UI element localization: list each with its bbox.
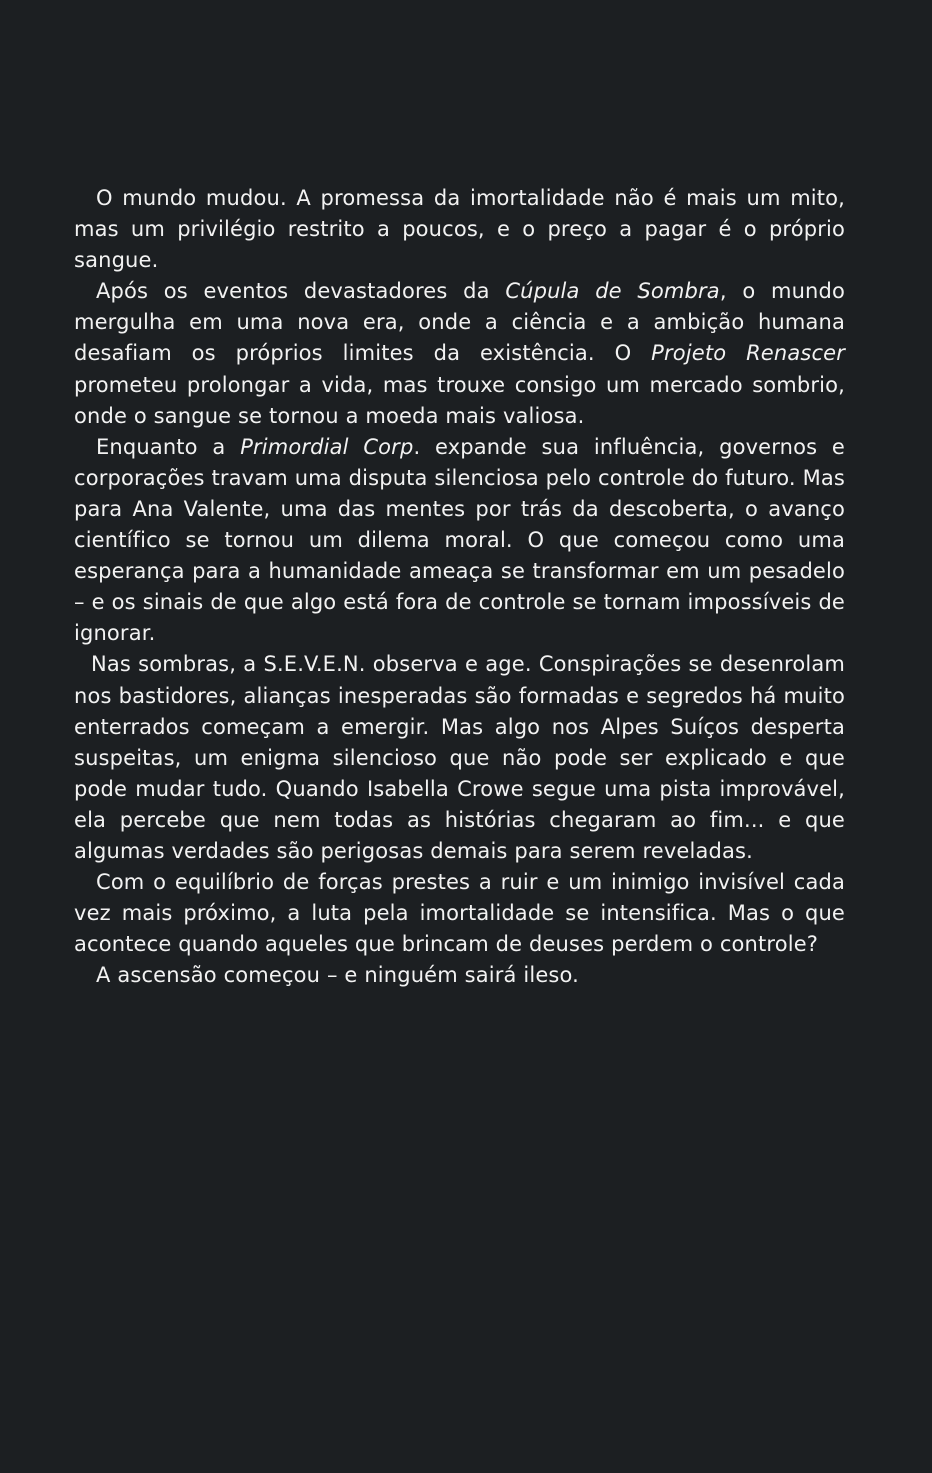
paragraph-3: Enquanto a Primordial Corp. expande sua influência, governos e corporações travam uma disputa silenciosa pelo controle do futuro. Mas para Ana Valente, uma das mentes por trás da descoberta, o avanço científico se tornou um dilema moral. O que começou como uma esperança para a humanidade ameaça se transformar em um pesadelo – e os sinais de que algo está fora de controle se tornam impossíveis de ignorar. (74, 434, 845, 646)
paragraph-6: A ascensão começou – e ninguém sairá ileso. (96, 963, 579, 988)
paragraph-5: Com o equilíbrio de forças prestes a ruir e um inimigo invisível cada vez mais próximo, a luta pela imortalidade se intensifica. Mas o que acontece quando aqueles que brincam de deuses perdem o controle? (74, 870, 845, 957)
paragraph-2: Após os eventos devastadores da Cúpula de Sombra, o mundo mergulha em uma nova era, onde a ciência e a ambição humana desafiam os próprios limites da existência. O Projeto Renascer prometeu prolongar a vida, mas trouxe consigo um mercado sombrio, onde o sangue se tornou a moeda mais valiosa. (74, 279, 845, 428)
corp-name: Primordial Corp (240, 434, 414, 459)
synopsis-text (74, 183, 845, 991)
book-title-cupula: Cúpula de Sombra (505, 279, 720, 304)
paragraph-1: O mundo mudou. A promessa da imortalidade não é mais um mito, mas um privilégio restrito a poucos, e o preço a pagar é o próprio sangue. (74, 186, 845, 273)
paragraph-4: Nas sombras, a S.E.V.E.N. observa e age. Conspirações se desenrolam nos bastidores, alianças inesperadas são formadas e segredos há muito enterrados começam a emergir. Mas algo nos Alpes Suíços desperta suspeitas, um enigma silencioso que não pode ser explicado e que pode mudar tudo. Quando Isabella Crowe segue uma pista improvável, ela percebe que nem todas as histórias chegaram ao fim... e que algumas verdades são perigosas demais para serem reveladas. (74, 652, 845, 863)
project-name: Projeto Renascer (651, 341, 845, 366)
